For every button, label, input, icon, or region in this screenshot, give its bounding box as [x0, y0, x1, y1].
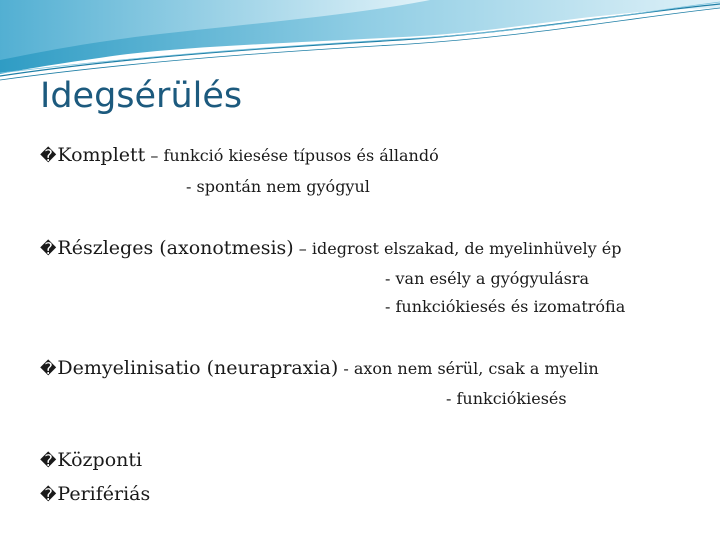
sub-line: - van esély a gyógyulásra — [385, 269, 590, 288]
item-description: - axon nem sérül, csak a myelin — [338, 359, 599, 378]
item-description: – funkció kiesése típusos és állandó — [145, 146, 439, 165]
bullet-glyph: � — [40, 359, 57, 378]
item-lead: Demyelinisatio (neurapraxia) — [57, 357, 339, 379]
bullet-item-demyelinisatio — [40, 357, 599, 379]
sub-line: - spontán nem gyógyul — [186, 177, 370, 196]
item-lead: Perifériás — [57, 483, 151, 505]
sub-line: - funkciókiesés — [446, 389, 567, 408]
bullet-item-kozponti — [40, 449, 142, 471]
bullet-item-periferias — [40, 483, 150, 505]
bullet-glyph: � — [40, 485, 57, 504]
bullet-item-komplett — [40, 144, 439, 166]
bullet-item-reszleges — [40, 237, 621, 259]
bullet-glyph: � — [40, 239, 57, 258]
bullet-glyph: � — [40, 146, 57, 165]
item-lead: Részleges (axonotmesis) — [57, 237, 294, 259]
item-lead: Komplett — [57, 144, 146, 166]
item-lead: Központi — [57, 449, 143, 471]
slide-title: Idegsérülés — [40, 76, 243, 116]
sub-line: - funkciókiesés és izomatrófia — [385, 297, 626, 316]
bullet-glyph: � — [40, 451, 57, 470]
item-description: – idegrost elszakad, de myelinhüvely ép — [293, 239, 622, 258]
